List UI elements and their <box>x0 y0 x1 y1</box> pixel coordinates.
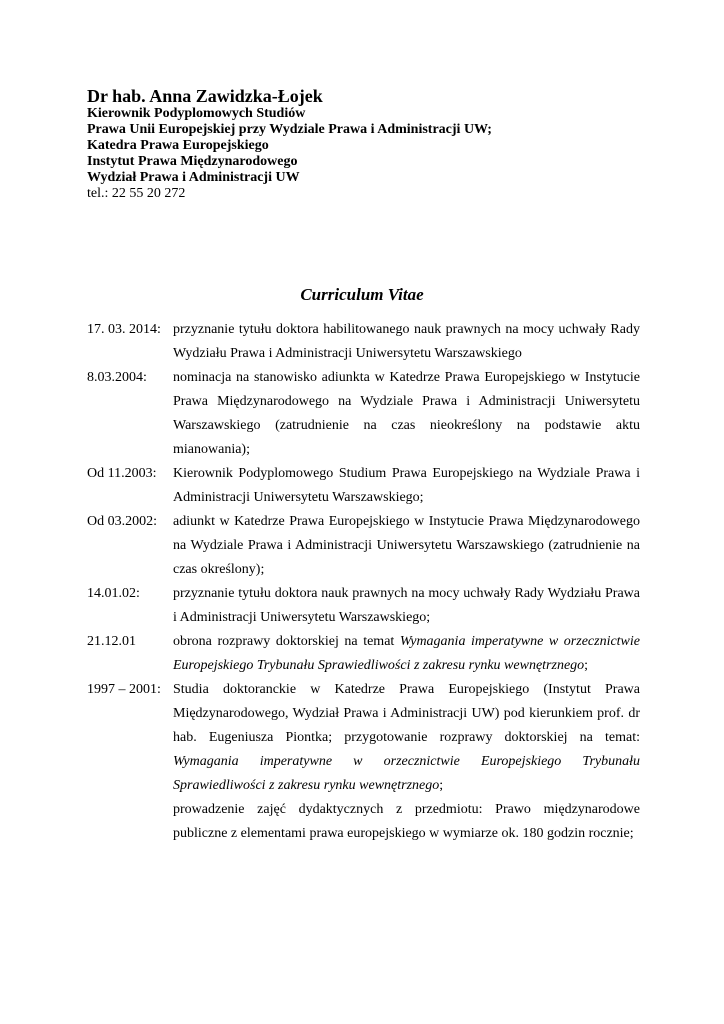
entry-text: prowadzenie zajęć dydaktycznych z przedmiotu: Prawo międzynarodowe publiczne z elementami prawa europejskiego w wymiarze ok. 180 godzin rocznie; <box>173 802 640 841</box>
cv-entry <box>87 582 640 630</box>
entry-text: ; <box>584 658 589 673</box>
affiliation-line: Wydział Prawa i Administracji UW <box>87 170 300 185</box>
entry-text: obrona rozprawy doktorskiej na temat <box>173 634 400 649</box>
thesis-title: Wymagania imperatywne w orzecznictwie Europejskiego Trybunału Sprawiedliwości z zakresu rynku wewnętrznego <box>173 634 640 673</box>
entry-description: przyznanie tytułu doktora habilitowanego nauk prawnych na mocy uchwały Rady Wydziału Prawa i Administracji Uniwersytetu Warszawskiego <box>173 322 640 361</box>
thesis-title: Wymagania imperatywne w orzecznictwie Europejskiego Trybunału Sprawiedliwości z zakresu rynku wewnętrznego <box>173 754 640 793</box>
entry-description: przyznanie tytułu doktora nauk prawnych na mocy uchwały Rady Wydziału Prawa i Administracji Uniwersytetu Warszawskiego; <box>173 586 640 625</box>
entry-date: Od 11.2003: <box>87 466 157 481</box>
cv-entry <box>87 318 640 366</box>
entry-date: 8.03.2004: <box>87 370 147 385</box>
entry-description: Kierownik Podyplomowego Studium Prawa Europejskiego na Wydziale Prawa i Administracji Uniwersytetu Warszawskiego; <box>173 466 640 505</box>
entry-description <box>173 678 640 846</box>
cv-entry <box>87 678 640 846</box>
entry-text: ; <box>439 778 444 793</box>
cv-entries <box>87 318 640 846</box>
entry-description <box>173 630 640 678</box>
entry-description: nominacja na stanowisko adiunkta w Katedrze Prawa Europejskiego w Instytucie Prawa Międzynarodowego na Wydziale Prawa i Administracji Uniwersytetu Warszawskiego (zatrudnienie na czas nieokreślony na podstawie aktu mianowania); <box>173 370 640 457</box>
cv-entry <box>87 462 640 510</box>
entry-date: 21.12.01 <box>87 634 136 649</box>
entry-date: 1997 – 2001: <box>87 682 161 697</box>
affiliation-line: Prawa Unii Europejskiej przy Wydziale Prawa i Administracji UW; <box>87 122 492 137</box>
cv-entry <box>87 366 640 462</box>
affiliation-line: Instytut Prawa Międzynarodowego <box>87 154 298 169</box>
entry-description: adiunkt w Katedrze Prawa Europejskiego w Instytucie Prawa Międzynarodowego na Wydziale Prawa i Administracji Uniwersytetu Warszawskiego (zatrudnienie na czas określony); <box>173 514 640 577</box>
cv-entry <box>87 630 640 678</box>
entry-text: Studia doktoranckie w Katedrze Prawa Europejskiego (Instytut Prawa Międzynarodowego, Wydział Prawa i Administracji UW) pod kierunkiem prof. dr hab. Eugeniusza Piontka; przygotowanie rozprawy doktorskiej na temat: <box>173 682 640 745</box>
affiliation-line: Kierownik Podyplomowych Studiów <box>87 106 306 121</box>
entry-date: Od 03.2002: <box>87 514 157 529</box>
document-title: Curriculum Vitae <box>300 285 424 304</box>
cv-entry <box>87 510 640 582</box>
entry-date: 17. 03. 2014: <box>87 322 161 337</box>
author-header <box>87 86 647 202</box>
entry-date: 14.01.02: <box>87 586 140 601</box>
author-name: Dr hab. Anna Zawidzka-Łojek <box>87 86 323 106</box>
phone-number: tel.: 22 55 20 272 <box>87 186 186 201</box>
affiliation-line: Katedra Prawa Europejskiego <box>87 138 269 153</box>
